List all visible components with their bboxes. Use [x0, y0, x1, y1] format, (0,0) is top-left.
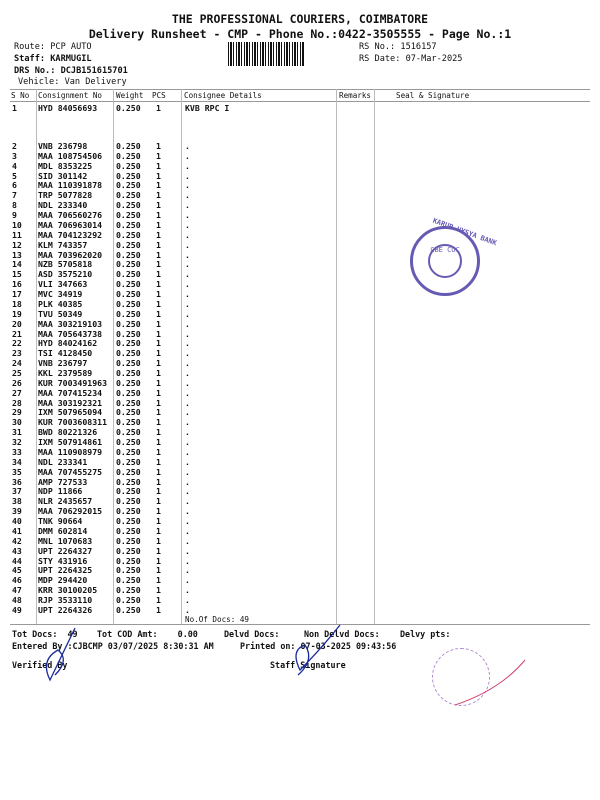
row-consignment: MDP 294420: [38, 575, 88, 586]
row-pcs: 1: [156, 525, 161, 536]
row-sno: 27: [12, 387, 22, 398]
row-sno: 19: [12, 308, 22, 319]
row-consignee: .: [185, 575, 190, 586]
row-consignee: .: [185, 348, 190, 359]
col-weight: Weight: [116, 91, 144, 100]
row-pcs: 1: [156, 417, 161, 428]
row-consignment: TSI 4128450: [38, 348, 93, 359]
row-consignee: .: [185, 259, 190, 270]
row-consignment: MAA 706560276: [38, 210, 103, 221]
row-weight: 0.250: [116, 595, 141, 606]
row-sno: 7: [12, 190, 17, 201]
row-pcs: 1: [156, 318, 161, 329]
no-of-docs: No.Of Docs: 49: [185, 615, 250, 624]
row-pcs: 1: [156, 239, 161, 250]
row-sno: 26: [12, 377, 22, 388]
row-consignee: KVB RPC I: [185, 103, 230, 113]
row-pcs: 1: [156, 308, 161, 319]
row-sno: 11: [12, 229, 22, 240]
row-sno: 8: [12, 200, 17, 211]
row-consignment: DMM 602814: [38, 525, 88, 536]
drs-no: DRS No.: DCJB151615701: [14, 66, 128, 76]
row-sno: 20: [12, 318, 22, 329]
row-pcs: 1: [156, 595, 161, 606]
row-consignment: MAA 108754506: [38, 150, 103, 161]
row-consignment: MAA 110908979: [38, 446, 103, 457]
row-consignment: NDP 11866: [38, 486, 83, 497]
row-consignment: MAA 303192321: [38, 397, 103, 408]
row-pcs: 1: [156, 368, 161, 378]
row-sno: 30: [12, 417, 22, 428]
row-pcs: 1: [156, 249, 161, 260]
runsheet-title: Delivery Runsheet - CMP - Phone No.:0422-3505555 - Page No.:1: [88, 27, 512, 41]
row-sno: 22: [12, 338, 22, 349]
row-pcs: 1: [156, 506, 161, 517]
row-consignee: .: [185, 368, 190, 378]
row-consignee: .: [185, 269, 190, 280]
row-consignment: MAA 704123292: [38, 229, 103, 240]
row-sno: 16: [12, 279, 22, 290]
row-consignee: .: [185, 190, 190, 201]
row-weight: 0.250: [116, 210, 141, 221]
row-pcs: 1: [156, 476, 161, 487]
row-weight: 0.250: [116, 417, 141, 428]
row-weight: 0.250: [116, 407, 141, 418]
row-consignment: VLI 347663: [38, 279, 88, 290]
row-consignee: .: [185, 555, 190, 566]
row-sno: 1: [12, 103, 17, 113]
row-sno: 35: [12, 466, 22, 477]
col-consignee: Consignee Details: [184, 91, 262, 100]
row-sno: 3: [12, 150, 17, 161]
delvd-docs: Delvd Docs:: [224, 629, 280, 639]
row-weight: 0.250: [116, 279, 141, 290]
row-pcs: 1: [156, 456, 161, 467]
row-consignee: .: [185, 486, 190, 497]
row-consignment: NLR 2435657: [38, 496, 93, 507]
row-consignee: .: [185, 585, 190, 596]
row-weight: 0.250: [116, 506, 141, 517]
row-weight: 0.250: [116, 308, 141, 319]
row-consignee: .: [185, 446, 190, 457]
row-pcs: 1: [156, 328, 161, 339]
row-sno: 33: [12, 446, 22, 457]
row-weight: 0.250: [116, 160, 141, 171]
row-pcs: 1: [156, 407, 161, 418]
row-weight: 0.250: [116, 516, 141, 527]
row-weight: 0.250: [116, 150, 141, 161]
row-weight: 0.250: [116, 219, 141, 230]
row-consignee: .: [185, 210, 190, 221]
row-sno: 10: [12, 219, 22, 230]
row-sno: 9: [12, 210, 17, 221]
row-consignment: MAA 706292015: [38, 506, 103, 517]
row-sno: 2: [12, 141, 17, 151]
row-consignment: MAA 706963014: [38, 219, 103, 230]
row-consignee: .: [185, 545, 190, 556]
row-consignment: RJP 3533110: [38, 595, 93, 606]
row-pcs: 1: [156, 427, 161, 438]
row-pcs: 1: [156, 229, 161, 240]
row-pcs: 1: [156, 585, 161, 596]
row-weight: 0.250: [116, 555, 141, 566]
row-sno: 47: [12, 585, 22, 596]
row-weight: 0.250: [116, 535, 141, 546]
row-consignment: KUR 7003608311: [38, 417, 108, 428]
row-weight: 0.250: [116, 456, 141, 467]
row-pcs: 1: [156, 259, 161, 270]
row-consignee: .: [185, 229, 190, 240]
row-pcs: 1: [156, 575, 161, 586]
company-name: THE PROFESSIONAL COURIERS, COIMBATORE: [171, 12, 429, 26]
row-consignment: VNB 236798: [38, 141, 88, 151]
row-sno: 45: [12, 565, 22, 576]
route: Route: PCP AUTO: [14, 42, 92, 52]
row-weight: 0.250: [116, 249, 141, 260]
row-weight: 0.250: [116, 377, 141, 388]
row-consignment: NDL 233340: [38, 200, 88, 211]
row-consignment: VNB 236797: [38, 358, 88, 369]
row-consignment: TRP 5077828: [38, 190, 93, 201]
row-pcs: 1: [156, 190, 161, 201]
verified-signature: [46, 628, 75, 680]
row-weight: 0.250: [116, 318, 141, 329]
row-consignment: KRR 30100205: [38, 585, 98, 596]
row-sno: 23: [12, 348, 22, 359]
row-weight: 0.250: [116, 200, 141, 211]
row-consignment: PLK 40385: [38, 298, 83, 309]
row-sno: 15: [12, 269, 22, 280]
row-weight: 0.250: [116, 437, 141, 448]
row-pcs: 1: [156, 486, 161, 497]
row-consignee: .: [185, 279, 190, 290]
row-weight: 0.250: [116, 298, 141, 309]
tot-cod: Tot COD Amt: 0.00: [97, 629, 198, 639]
row-sno: 25: [12, 368, 22, 378]
row-consignment: IXM 507965094: [38, 407, 103, 418]
row-sno: 6: [12, 180, 17, 191]
row-weight: 0.250: [116, 141, 141, 151]
row-consignee: .: [185, 328, 190, 339]
row-weight: 0.250: [116, 575, 141, 586]
row-weight: 0.250: [116, 259, 141, 270]
row-consignment: UPT 2264325: [38, 565, 93, 576]
row-consignment: UPT 2264326: [38, 604, 93, 615]
row-consignee: .: [185, 150, 190, 161]
row-pcs: 1: [156, 466, 161, 477]
row-pcs: 1: [156, 269, 161, 280]
row-pcs: 1: [156, 358, 161, 369]
row-consignment: MDL 8353225: [38, 160, 93, 171]
row-weight: 0.250: [116, 180, 141, 191]
row-sno: 38: [12, 496, 22, 507]
row-sno: 41: [12, 525, 22, 536]
row-weight: 0.250: [116, 338, 141, 349]
rs-date: RS Date: 07-Mar-2025: [359, 54, 463, 64]
row-sno: 32: [12, 437, 22, 448]
row-consignment: KUR 7003491963: [38, 377, 108, 388]
row-pcs: 1: [156, 298, 161, 309]
row-consignee: .: [185, 535, 190, 546]
row-pcs: 1: [156, 160, 161, 171]
row-consignment: TNK 90664: [38, 516, 83, 527]
row-consignee: .: [185, 141, 190, 151]
row-weight: 0.250: [116, 239, 141, 250]
row-pcs: 1: [156, 397, 161, 408]
row-weight: 0.250: [116, 348, 141, 359]
row-sno: 14: [12, 259, 22, 270]
row-consignment: IXM 507914861: [38, 437, 103, 448]
row-consignment: STY 431916: [38, 555, 88, 566]
row-sno: 37: [12, 486, 22, 497]
delvy-pts: Delvy pts:: [400, 629, 451, 639]
row-pcs: 1: [156, 338, 161, 349]
row-weight: 0.250: [116, 328, 141, 339]
stamp-inner: CBE COC: [428, 244, 462, 278]
row-weight: 0.250: [116, 604, 141, 615]
row-consignee: .: [185, 358, 190, 369]
row-sno: 29: [12, 407, 22, 418]
row-pcs: 1: [156, 516, 161, 527]
staff-signature-mark: [296, 625, 340, 675]
non-delvd-docs: Non Delvd Docs:: [304, 629, 380, 639]
row-consignee: .: [185, 417, 190, 428]
row-pcs: 1: [156, 387, 161, 398]
row-consignment: MAA 303219103: [38, 318, 103, 329]
row-weight: 0.250: [116, 525, 141, 536]
row-sno: 40: [12, 516, 22, 527]
row-weight: 0.250: [116, 387, 141, 398]
row-weight: 0.250: [116, 466, 141, 477]
row-weight: 0.250: [116, 103, 141, 113]
row-consignee: .: [185, 565, 190, 576]
row-consignee: .: [185, 160, 190, 171]
row-consignee: .: [185, 496, 190, 507]
row-sno: 13: [12, 249, 22, 260]
row-weight: 0.250: [116, 585, 141, 596]
row-pcs: 1: [156, 150, 161, 161]
row-sno: 46: [12, 575, 22, 586]
row-consignment: TVU 50349: [38, 308, 83, 319]
stamp-text: KARUR VYSYA BANK: [431, 216, 498, 248]
row-weight: 0.250: [116, 368, 141, 378]
row-weight: 0.250: [116, 486, 141, 497]
col-remarks: Remarks: [339, 91, 372, 100]
row-sno: 43: [12, 545, 22, 556]
row-consignee: .: [185, 170, 190, 181]
row-consignee: .: [185, 180, 190, 191]
tot-docs: Tot Docs: 49: [12, 629, 78, 639]
row-pcs: 1: [156, 279, 161, 290]
row-sno: 12: [12, 239, 22, 250]
row-consignee: .: [185, 516, 190, 527]
row-consignee: .: [185, 604, 190, 615]
row-consignee: .: [185, 249, 190, 260]
row-consignment: KLM 743357: [38, 239, 88, 250]
staff-signature: Staff Signature: [270, 660, 346, 670]
row-sno: 34: [12, 456, 22, 467]
row-consignee: .: [185, 200, 190, 211]
row-sno: 21: [12, 328, 22, 339]
row-weight: 0.250: [116, 565, 141, 576]
row-pcs: 1: [156, 565, 161, 576]
row-pcs: 1: [156, 535, 161, 546]
row-weight: 0.250: [116, 190, 141, 201]
row-consignee: .: [185, 506, 190, 517]
row-pcs: 1: [156, 348, 161, 359]
row-pcs: 1: [156, 377, 161, 388]
row-consignee: .: [185, 427, 190, 438]
row-consignee: .: [185, 239, 190, 250]
row-consignee: .: [185, 407, 190, 418]
col-seal: Seal & Signature: [396, 91, 470, 100]
col-sno: S No: [11, 91, 30, 100]
row-consignee: .: [185, 595, 190, 606]
row-consignee: .: [185, 456, 190, 467]
row-pcs: 1: [156, 545, 161, 556]
row-weight: 0.250: [116, 545, 141, 556]
row-weight: 0.250: [116, 476, 141, 487]
row-consignment: NZB 5705818: [38, 259, 93, 270]
row-weight: 0.250: [116, 289, 141, 300]
row-consignee: .: [185, 219, 190, 230]
col-pcs: PCS: [152, 91, 166, 100]
row-pcs: 1: [156, 103, 161, 113]
row-sno: 31: [12, 427, 22, 438]
row-consignee: .: [185, 525, 190, 536]
printed-on: Printed on: 07-03-2025 09:43:56: [240, 641, 397, 651]
row-sno: 42: [12, 535, 22, 546]
row-sno: 4: [12, 160, 17, 171]
row-consignment: UPT 2264327: [38, 545, 93, 556]
row-sno: 28: [12, 397, 22, 408]
row-pcs: 1: [156, 604, 161, 615]
row-pcs: 1: [156, 210, 161, 221]
row-consignment: BWD 80221326: [38, 427, 98, 438]
row-pcs: 1: [156, 219, 161, 230]
row-consignee: .: [185, 387, 190, 398]
row-weight: 0.250: [116, 170, 141, 181]
row-pcs: 1: [156, 170, 161, 181]
row-consignment: KKL 2379589: [38, 368, 93, 378]
row-weight: 0.250: [116, 229, 141, 240]
vehicle: Vehicle: Van Delivery: [18, 77, 127, 87]
row-consignee: .: [185, 338, 190, 349]
row-pcs: 1: [156, 496, 161, 507]
row-pcs: 1: [156, 446, 161, 457]
row-consignment: NDL 233341: [38, 456, 88, 467]
verified-by: Verified By: [12, 660, 68, 670]
row-sno: 17: [12, 289, 22, 300]
row-consignment: MAA 707415234: [38, 387, 103, 398]
row-consignee: .: [185, 308, 190, 319]
row-consignee: .: [185, 397, 190, 408]
row-consignee: .: [185, 289, 190, 300]
row-consignment: AMP 727533: [38, 476, 88, 487]
row-consignee: .: [185, 437, 190, 448]
row-sno: 24: [12, 358, 22, 369]
row-consignee: .: [185, 298, 190, 309]
row-weight: 0.250: [116, 427, 141, 438]
row-consignee: .: [185, 466, 190, 477]
row-sno: 36: [12, 476, 22, 487]
row-pcs: 1: [156, 289, 161, 300]
row-sno: 49: [12, 604, 22, 615]
row-weight: 0.250: [116, 496, 141, 507]
row-weight: 0.250: [116, 269, 141, 280]
row-weight: 0.250: [116, 358, 141, 369]
row-consignment: HYD 84056693: [38, 103, 98, 113]
row-consignment: MAA 703962020: [38, 249, 103, 260]
row-sno: 5: [12, 170, 17, 181]
staff: Staff: KARMUGIL: [14, 54, 92, 64]
row-pcs: 1: [156, 141, 161, 151]
row-pcs: 1: [156, 200, 161, 211]
row-consignment: MNL 1070683: [38, 535, 93, 546]
row-consignment: HYD 84024162: [38, 338, 98, 349]
rs-no: RS No.: 1516157: [359, 42, 437, 52]
row-pcs: 1: [156, 180, 161, 191]
row-sno: 44: [12, 555, 22, 566]
row-consignment: MAA 110391878: [38, 180, 103, 191]
row-pcs: 1: [156, 437, 161, 448]
row-weight: 0.250: [116, 397, 141, 408]
row-weight: 0.250: [116, 446, 141, 457]
row-consignment: SID 301142: [38, 170, 88, 181]
row-consignment: ASD 3575210: [38, 269, 93, 280]
row-sno: 18: [12, 298, 22, 309]
row-sno: 48: [12, 595, 22, 606]
col-consignment: Consignment No: [38, 91, 103, 100]
row-consignment: MAA 707455275: [38, 466, 103, 477]
row-consignment: MVC 34919: [38, 289, 83, 300]
entered-by: Entered By :CJBCMP 03/07/2025 8:30:31 AM: [12, 641, 214, 651]
row-consignee: .: [185, 318, 190, 329]
row-consignment: MAA 705643738: [38, 328, 103, 339]
row-sno: 39: [12, 506, 22, 517]
row-pcs: 1: [156, 555, 161, 566]
row-consignee: .: [185, 476, 190, 487]
row-consignee: .: [185, 377, 190, 388]
